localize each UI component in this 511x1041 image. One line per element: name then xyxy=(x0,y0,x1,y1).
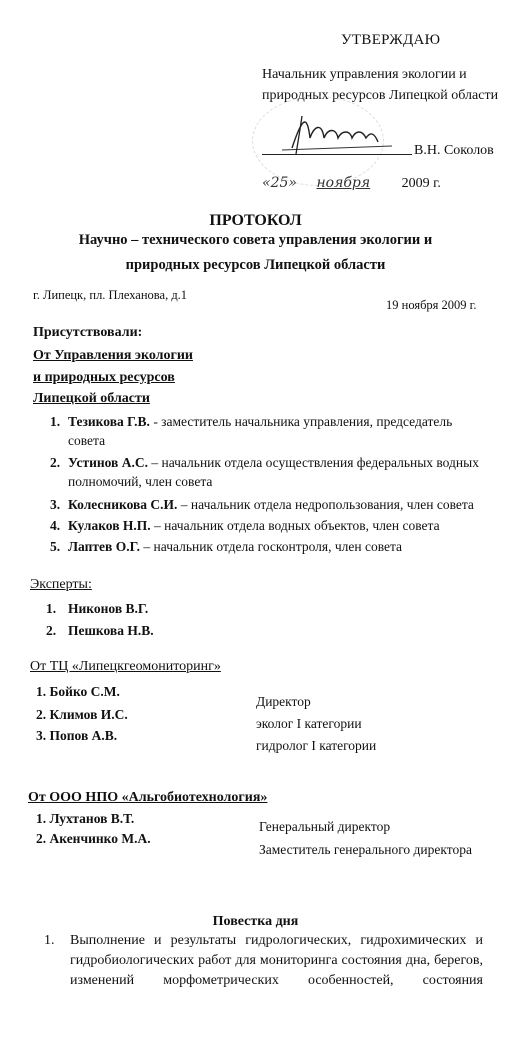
member-role-continued: полномочий, член совета xyxy=(68,474,213,489)
member-role-continued: совета xyxy=(68,433,106,448)
npo-person-role: Генеральный директор xyxy=(259,819,391,834)
tc-person-role: гидролог I категории xyxy=(256,738,377,753)
expert-name: Пешкова Н.В. xyxy=(68,623,154,638)
member-item xyxy=(50,518,440,534)
document-date: 19 ноября 2009 г. xyxy=(386,298,477,312)
member-item xyxy=(50,497,474,513)
expert-item xyxy=(46,601,148,617)
agenda-item-line: гидробиологических работ для мониторинга состояния дна, берегов, xyxy=(70,953,483,968)
agenda-item-number: 1. xyxy=(44,933,55,948)
member-role: - заместитель начальника управления, председатель xyxy=(149,414,453,429)
signature-line xyxy=(262,154,412,155)
member-number: 2. xyxy=(50,455,61,470)
member-role: – начальник отдела недропользования, член совета xyxy=(177,497,474,512)
tc-person-role: эколог I категории xyxy=(256,716,362,731)
signer-name: В.Н. Соколов xyxy=(414,143,494,158)
member-name: Тезикова Г.В. xyxy=(68,414,150,429)
present-org-line2: и природных ресурсов xyxy=(33,370,175,385)
document-place: г. Липецк, пл. Плеханова, д.1 xyxy=(33,288,188,302)
document-subtitle-line1: Научно – технического совета управления экологии и xyxy=(78,232,433,248)
approval-heading: УТВЕРЖДАЮ xyxy=(341,32,441,48)
member-number: 4. xyxy=(50,518,61,533)
member-item xyxy=(50,455,479,471)
tc-person-name: 3. Попов А.В. xyxy=(36,728,118,743)
member-number: 3. xyxy=(50,497,61,512)
present-heading: Присутствовали: xyxy=(33,325,143,340)
approval-date-day: «25» xyxy=(262,175,297,191)
expert-item xyxy=(46,623,154,639)
tc-person-name: 1. Бойко С.М. xyxy=(36,684,120,699)
present-org-line3: Липецкой области xyxy=(33,391,150,406)
member-role: – начальник отдела осуществления федеральных водных xyxy=(147,455,479,470)
expert-name: Никонов В.Г. xyxy=(68,601,149,616)
approval-date xyxy=(262,175,441,192)
member-role: – начальник отдела госконтроля, член совета xyxy=(140,539,403,554)
expert-number: 1. xyxy=(46,601,57,616)
npo-person-role: Заместитель генерального директора xyxy=(259,842,472,857)
document-subtitle-line2: природных ресурсов Липецкой области xyxy=(125,257,386,273)
member-name: Устинов А.С. xyxy=(68,455,148,470)
agenda-item-line: Выполнение и результаты гидрологических, гидрохимических и xyxy=(70,933,483,948)
expert-number: 2. xyxy=(46,623,57,638)
tc-heading: От ТЦ «Липецкгеомониторинг» xyxy=(30,659,221,674)
handwritten-signature xyxy=(262,108,402,158)
npo-person-name: 2. Акенчинко М.А. xyxy=(36,831,151,846)
approval-date-year: 2009 г. xyxy=(401,176,441,191)
tc-person-role: Директор xyxy=(256,694,311,709)
member-name: Кулаков Н.П. xyxy=(68,518,151,533)
experts-heading: Эксперты: xyxy=(30,577,92,592)
agenda-heading: Повестка дня xyxy=(212,914,299,929)
member-number: 5. xyxy=(50,539,61,554)
member-number: 1. xyxy=(50,414,61,429)
present-org-line1: От Управления экологии xyxy=(33,348,193,363)
agenda-item-line: изменений морфометрических особенностей, состояния xyxy=(70,973,483,988)
member-name: Лаптев О.Г. xyxy=(68,539,141,554)
npo-heading: От ООО НПО «Альгобиотехнология» xyxy=(28,790,268,805)
document-title: ПРОТОКОЛ xyxy=(209,212,302,229)
member-item xyxy=(50,539,402,555)
member-role: – начальник отдела водных объектов, член совета xyxy=(150,518,440,533)
member-item xyxy=(50,414,452,430)
approver-position-line1: Начальник управления экологии и xyxy=(262,67,467,82)
approval-date-month: ноября xyxy=(316,175,371,191)
approver-position-line2: природных ресурсов Липецкой области xyxy=(262,88,499,103)
member-name: Колесникова С.И. xyxy=(68,497,178,512)
npo-person-name: 1. Лухтанов В.Т. xyxy=(36,811,135,826)
tc-person-name: 2. Климов И.С. xyxy=(36,707,128,722)
